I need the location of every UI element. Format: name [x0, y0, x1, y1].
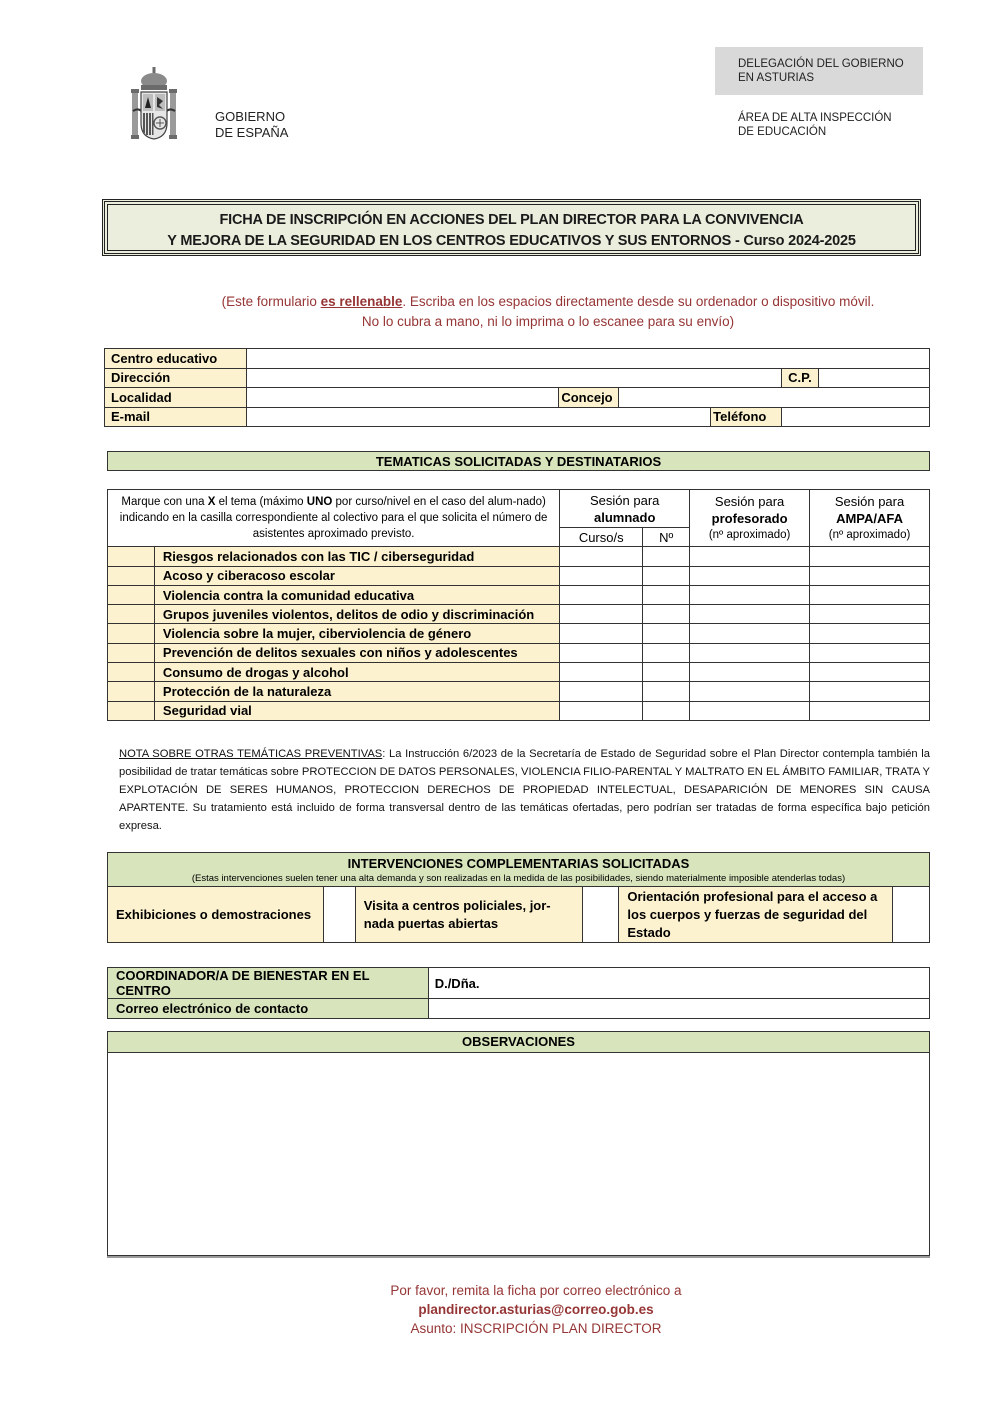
- tematica-mark-cell[interactable]: [108, 566, 155, 585]
- gov-name-line2: DE ESPAÑA: [215, 125, 289, 140]
- tematica-mark-cell[interactable]: [108, 701, 155, 720]
- tematicas-table: [107, 489, 930, 721]
- tematica-mark-cell[interactable]: [108, 605, 155, 624]
- tematica-row: [108, 547, 930, 566]
- intervenciones-header: [108, 853, 930, 887]
- coordinador-email-label: Correo electrónico de contacto: [108, 999, 429, 1019]
- curso-input[interactable]: [560, 682, 643, 701]
- curso-header: Curso/s: [560, 528, 643, 547]
- alumnado-top: Sesión para: [590, 492, 660, 508]
- orientacion-label: Orientación profesional para el acceso a los cuerpos y fuerzas de seguridad del Estado: [619, 887, 893, 943]
- profesorado-top: Sesión para: [714, 493, 785, 509]
- tematica-label: Acoso y ciberacoso escolar: [154, 566, 559, 585]
- curso-input[interactable]: [560, 701, 643, 720]
- centro-info-table: [104, 348, 930, 427]
- intervenciones-subtitle: (Estas intervenciones suelen tener una alta demanda y son realizadas en la medida de las posibilidades, siendo materialmente imposible atenderlas todas): [191, 873, 846, 884]
- instr-uno: UNO: [306, 496, 333, 509]
- visita-label: Visita a centros policiales, jor-nada puertas abiertas: [355, 887, 583, 943]
- num-input[interactable]: [643, 585, 690, 604]
- tematica-label: Prevención de delitos sexuales con niños y adolescentes: [154, 643, 559, 662]
- ampa-input[interactable]: [810, 585, 930, 604]
- tematica-label: Protección de la naturaleza: [154, 682, 559, 701]
- num-input[interactable]: [643, 701, 690, 720]
- profesorado-input[interactable]: [690, 624, 810, 643]
- direccion-label: Dirección: [105, 368, 247, 388]
- government-name: [215, 109, 288, 141]
- intervenciones-table: [107, 852, 930, 943]
- notice-emphasis: es rellenable: [320, 294, 403, 309]
- localidad-label: Localidad: [105, 388, 247, 408]
- footer-instructions: [0, 1281, 1000, 1338]
- observaciones-box: [107, 1031, 930, 1256]
- form-title-line2: Y MEJORA DE LA SEGURIDAD EN LOS CENTROS EDUCATIVOS Y SUS ENTORNOS - Curso 2024-2025: [167, 233, 856, 249]
- profesorado-sub: (nº aproximado): [708, 528, 791, 541]
- tematica-label: Seguridad vial: [154, 701, 559, 720]
- instr-x: X: [207, 496, 216, 509]
- ampa-bold: AMPA/AFA: [836, 510, 903, 526]
- footer-email-link[interactable]: plandirector.asturias@correo.gob.es: [418, 1302, 654, 1317]
- profesorado-input[interactable]: [690, 643, 810, 662]
- ampa-input[interactable]: [810, 605, 930, 624]
- tematica-mark-cell[interactable]: [108, 585, 155, 604]
- delegation-name: [738, 57, 904, 85]
- num-input[interactable]: [643, 663, 690, 682]
- telefono-label: Teléfono: [711, 407, 782, 427]
- row-email: [105, 407, 930, 427]
- profesorado-input[interactable]: [690, 547, 810, 566]
- curso-input[interactable]: [560, 663, 643, 682]
- profesorado-input[interactable]: [690, 663, 810, 682]
- num-header: Nº: [643, 528, 690, 547]
- nota-body: : La Instrucción 6/2023 de la Secretaría de Estado de Seguridad sobre el Plan Director contempla también la posibilidad de tratar temáticas sobre PROTECCION DE DATOS PERSONALES, VIOLENCIA FILIO-PARENTAL Y MALTRATO EN EL ÁMBITO FAMILIAR, TRATA Y EXPLOTACIÓN DE SERES HUMANOS, PROTECCION DERECHOS DE PROPIEDAD INTELECTUAL, DESAPARICIÓN DE MENORES SIN CAUSA APARTENTE. Su tratamiento está incluido de forma transversal dentro de las temáticas ofertadas, pero podrían ser tratadas de forma específica bajo petición expresa.: [119, 748, 931, 832]
- notice-line2: No lo cubra a mano, ni lo imprima o lo escanee para su envío): [361, 314, 735, 329]
- tematicas-instructions: [108, 490, 560, 547]
- centro-label: Centro educativo: [105, 349, 247, 369]
- instr-part1: Marque con una: [121, 496, 208, 509]
- tematica-mark-cell[interactable]: [108, 682, 155, 701]
- observaciones-header: OBSERVACIONES: [108, 1032, 929, 1053]
- cp-label: C.P.: [782, 368, 819, 388]
- tematica-row: [108, 585, 930, 604]
- alumnado-bold: alumnado: [593, 509, 656, 525]
- alumnado-header: [560, 490, 690, 528]
- intervenciones-title: INTERVENCIONES COMPLEMENTARIAS SOLICITADAS: [347, 856, 690, 871]
- ampa-input[interactable]: [810, 547, 930, 566]
- exhibiciones-label: Exhibiciones o demostraciones: [108, 887, 324, 943]
- concejo-label: Concejo: [559, 388, 619, 408]
- concejo-input[interactable]: [619, 388, 930, 408]
- footer-line1: Por favor, remita la ficha por correo electrónico a: [390, 1283, 682, 1298]
- num-input[interactable]: [643, 624, 690, 643]
- row-centro: [105, 349, 930, 369]
- tematicas-section-header: TEMATICAS SOLICITADAS Y DESTINATARIOS: [107, 451, 930, 471]
- delegation-line2: EN ASTURIAS: [738, 72, 815, 84]
- num-input[interactable]: [643, 682, 690, 701]
- notice-post: . Escriba en los espacios directamente desde su ordenador o dispositivo móvil.: [402, 294, 875, 309]
- curso-input[interactable]: [560, 547, 643, 566]
- num-input[interactable]: [643, 643, 690, 662]
- tematica-row: [108, 701, 930, 720]
- tematica-mark-cell[interactable]: [108, 663, 155, 682]
- tematica-row: [108, 663, 930, 682]
- curso-input[interactable]: [560, 585, 643, 604]
- row-direccion: [105, 368, 930, 388]
- profesorado-input[interactable]: [690, 605, 810, 624]
- tematica-label: Riesgos relacionados con las TIC / ciberseguridad: [154, 547, 559, 566]
- profesorado-input[interactable]: [690, 701, 810, 720]
- tematica-mark-cell[interactable]: [108, 624, 155, 643]
- instr-part3: por curso/nivel en el caso del alum-nado) indicando en la casilla correspondiente al colectivo para el que solicita el número de asistentes aproximado previsto.: [119, 496, 548, 541]
- profesorado-input[interactable]: [690, 566, 810, 585]
- tematica-row: [108, 605, 930, 624]
- nota-heading: NOTA SOBRE OTRAS TEMÁTICAS PREVENTIVAS: [119, 748, 383, 760]
- tematica-row: [108, 566, 930, 585]
- observaciones-input[interactable]: [108, 1053, 929, 1256]
- profesorado-input[interactable]: [690, 585, 810, 604]
- tematica-mark-cell[interactable]: [108, 643, 155, 662]
- num-input[interactable]: [643, 566, 690, 585]
- orientacion-checkbox[interactable]: [893, 887, 930, 943]
- tematicas-header-row: [108, 490, 930, 528]
- email-label: E-mail: [105, 407, 247, 427]
- tematica-label: Violencia sobre la mujer, ciberviolencia de género: [154, 624, 559, 643]
- telefono-input[interactable]: [782, 407, 930, 427]
- curso-input[interactable]: [560, 624, 643, 643]
- delegation-line1: DELEGACIÓN DEL GOBIERNO: [738, 58, 904, 70]
- notice-pre: (Este formulario: [221, 294, 321, 309]
- coordinador-input[interactable]: D./Dña.: [428, 968, 929, 999]
- ampa-input[interactable]: [810, 566, 930, 585]
- ampa-top: Sesión para: [834, 493, 905, 509]
- ampa-header: [810, 490, 930, 547]
- tematica-label: Violencia contra la comunidad educativa: [154, 585, 559, 604]
- ampa-input[interactable]: [810, 663, 930, 682]
- curso-input[interactable]: [560, 643, 643, 662]
- fillable-notice: [0, 292, 1000, 332]
- localidad-input[interactable]: [246, 388, 558, 408]
- cp-input[interactable]: [819, 368, 930, 388]
- area-line2: DE EDUCACIÓN: [738, 126, 827, 138]
- nota-otras-tematicas: [119, 745, 930, 835]
- tematica-row: [108, 643, 930, 662]
- coat-of-arms-icon: [131, 67, 177, 141]
- ampa-input[interactable]: [810, 701, 930, 720]
- email-input[interactable]: [246, 407, 710, 427]
- footer-subject: Asunto: INSCRIPCIÓN PLAN DIRECTOR: [410, 1321, 662, 1336]
- coordinador-label: COORDINADOR/A DE BIENESTAR EN EL CENTRO: [108, 968, 429, 999]
- form-title-line1: FICHA DE INSCRIPCIÓN EN ACCIONES DEL PLAN DIRECTOR PARA LA CONVIVENCIA: [219, 212, 804, 228]
- centro-input[interactable]: [246, 349, 929, 369]
- tematica-label: Grupos juveniles violentos, delitos de odio y discriminación: [154, 605, 559, 624]
- coordinador-email-input[interactable]: [428, 999, 929, 1019]
- direccion-input[interactable]: [246, 368, 781, 388]
- tematica-label: Consumo de drogas y alcohol: [154, 663, 559, 682]
- ampa-sub: (nº aproximado): [828, 528, 911, 541]
- row-localidad: [105, 388, 930, 408]
- area-name: [738, 111, 892, 139]
- curso-input[interactable]: [560, 566, 643, 585]
- tematica-mark-cell[interactable]: [108, 547, 155, 566]
- visita-checkbox[interactable]: [583, 887, 619, 943]
- profesorado-input[interactable]: [690, 682, 810, 701]
- form-title-box: [102, 199, 921, 256]
- ampa-input[interactable]: [810, 643, 930, 662]
- ampa-input[interactable]: [810, 682, 930, 701]
- curso-input[interactable]: [560, 605, 643, 624]
- coordinador-table: [107, 967, 930, 1019]
- area-line1: ÁREA DE ALTA INSPECCIÓN: [738, 112, 892, 124]
- profesorado-bold: profesorado: [711, 510, 788, 526]
- instr-part2: el tema (máximo: [215, 496, 307, 509]
- exhibiciones-checkbox[interactable]: [323, 887, 355, 943]
- tematica-row: [108, 682, 930, 701]
- num-input[interactable]: [643, 605, 690, 624]
- profesorado-header: [690, 490, 810, 547]
- gov-name-line1: GOBIERNO: [215, 109, 286, 124]
- num-input[interactable]: [643, 547, 690, 566]
- ampa-input[interactable]: [810, 624, 930, 643]
- tematica-row: [108, 624, 930, 643]
